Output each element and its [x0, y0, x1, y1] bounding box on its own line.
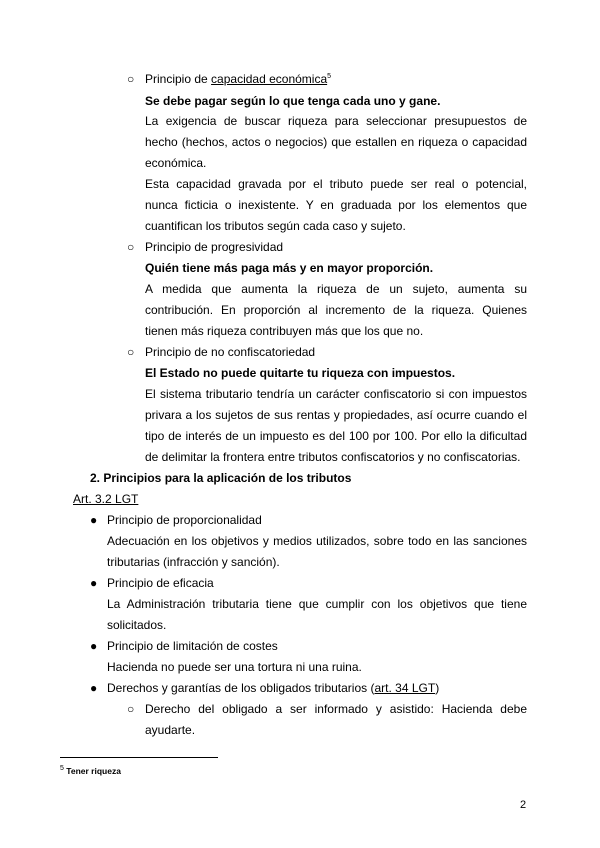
art-3-2-lgt-link[interactable]: Art. 3.2 LGT — [73, 492, 139, 506]
hollow-bullet-icon: ○ — [127, 345, 135, 359]
paragraph-line: A medida que aumenta la riqueza de un sujeto, aumenta su — [145, 282, 527, 296]
page-number: 2 — [520, 799, 527, 811]
paragraph-line: tributarias (infracción y sanción). — [107, 555, 280, 569]
capacidad-economica-link[interactable]: capacidad económica — [211, 72, 328, 86]
paragraph-line: cuantifican los tributos según cada caso y sujeto. — [145, 219, 406, 233]
footnote — [60, 765, 121, 777]
principle-capacidad-label: Principio de capacidad económica$^5$ — [145, 72, 332, 86]
paragraph-line: privara a los sujetos de sus rentas y propiedades, así ocurre cuando el — [145, 408, 527, 422]
paragraph-line: hecho (hechos, actos o negocios) que estallen en riqueza o capacidad — [145, 135, 527, 149]
paragraph-line: solicitados. — [107, 618, 167, 632]
hollow-bullet-icon: ○ — [127, 72, 135, 86]
principle-confiscatoriedad-label: Principio de no confiscatoriedad — [145, 345, 316, 359]
hollow-bullet-icon: ○ — [127, 702, 135, 716]
paragraph-line: económica. — [145, 156, 207, 170]
progresividad-headline: Quién tiene más paga más y en mayor proporción. — [145, 261, 434, 275]
paragraph-line: ayudarte. — [145, 723, 196, 737]
paragraph-line: de delimitar la frontera entre tributos confiscatorios y no confiscatorias. — [145, 450, 521, 464]
filled-bullet-icon: ● — [90, 513, 98, 527]
footnote-divider — [60, 757, 218, 758]
filled-bullet-icon: ● — [90, 639, 98, 653]
paragraph-line: contribución. En proporción al incremento de la riqueza. Quienes — [145, 303, 527, 317]
paragraph-line: Derecho del obligado a ser informado y asistido: Hacienda debe — [145, 702, 527, 716]
footnote-ref[interactable]: 5 — [327, 73, 332, 80]
paragraph-line: nunca ficticia o inexistente. Y en graduada por los elementos que — [145, 198, 527, 212]
paragraph-line: Esta capacidad gravada por el tributo puede ser real o potencial, — [145, 177, 527, 191]
principle-limitacion-label: Principio de limitación de costes — [107, 639, 278, 653]
paragraph-line: El sistema tributario tendría un carácter confiscatorio si con impuestos — [145, 387, 527, 401]
paragraph-line: tipo de interés de un impuesto es del 100 por 100. Por ello la dificultad — [145, 429, 527, 443]
art-34-lgt-link[interactable]: art. 34 LGT — [374, 681, 436, 695]
section-heading: 2. Principios para la aplicación de los tributos — [90, 471, 352, 485]
paragraph-line: La exigencia de buscar riqueza para seleccionar presupuestos de — [145, 114, 527, 128]
capacidad-headline: Se debe pagar según lo que tenga cada uno y gane. — [145, 94, 441, 108]
derechos-label: Derechos y garantías de los obligados tributarios (art. 34 LGT) — [107, 681, 440, 695]
footnote-text: Tener riqueza — [66, 766, 121, 776]
filled-bullet-icon: ● — [90, 576, 98, 590]
principle-proporcionalidad-label: Principio de proporcionalidad — [107, 513, 262, 527]
paragraph-line: tienen más riqueza contribuyen más que los que no. — [145, 324, 424, 338]
filled-bullet-icon: ● — [90, 681, 98, 695]
paragraph-line: Hacienda no puede ser una tortura ni una ruina. — [107, 660, 362, 674]
principle-eficacia-label: Principio de eficacia — [107, 576, 214, 590]
paragraph-line: La Administración tributaria tiene que cumplir con los objetivos que tiene — [107, 597, 527, 611]
principle-progresividad-label: Principio de progresividad — [145, 240, 284, 254]
paragraph-line: Adecuación en los objetivos y medios utilizados, sobre todo en las sanciones — [107, 534, 527, 548]
hollow-bullet-icon: ○ — [127, 240, 135, 254]
confiscatoriedad-headline: El Estado no puede quitarte tu riqueza con impuestos. — [145, 366, 456, 380]
footnote-number: 5 — [60, 765, 64, 772]
